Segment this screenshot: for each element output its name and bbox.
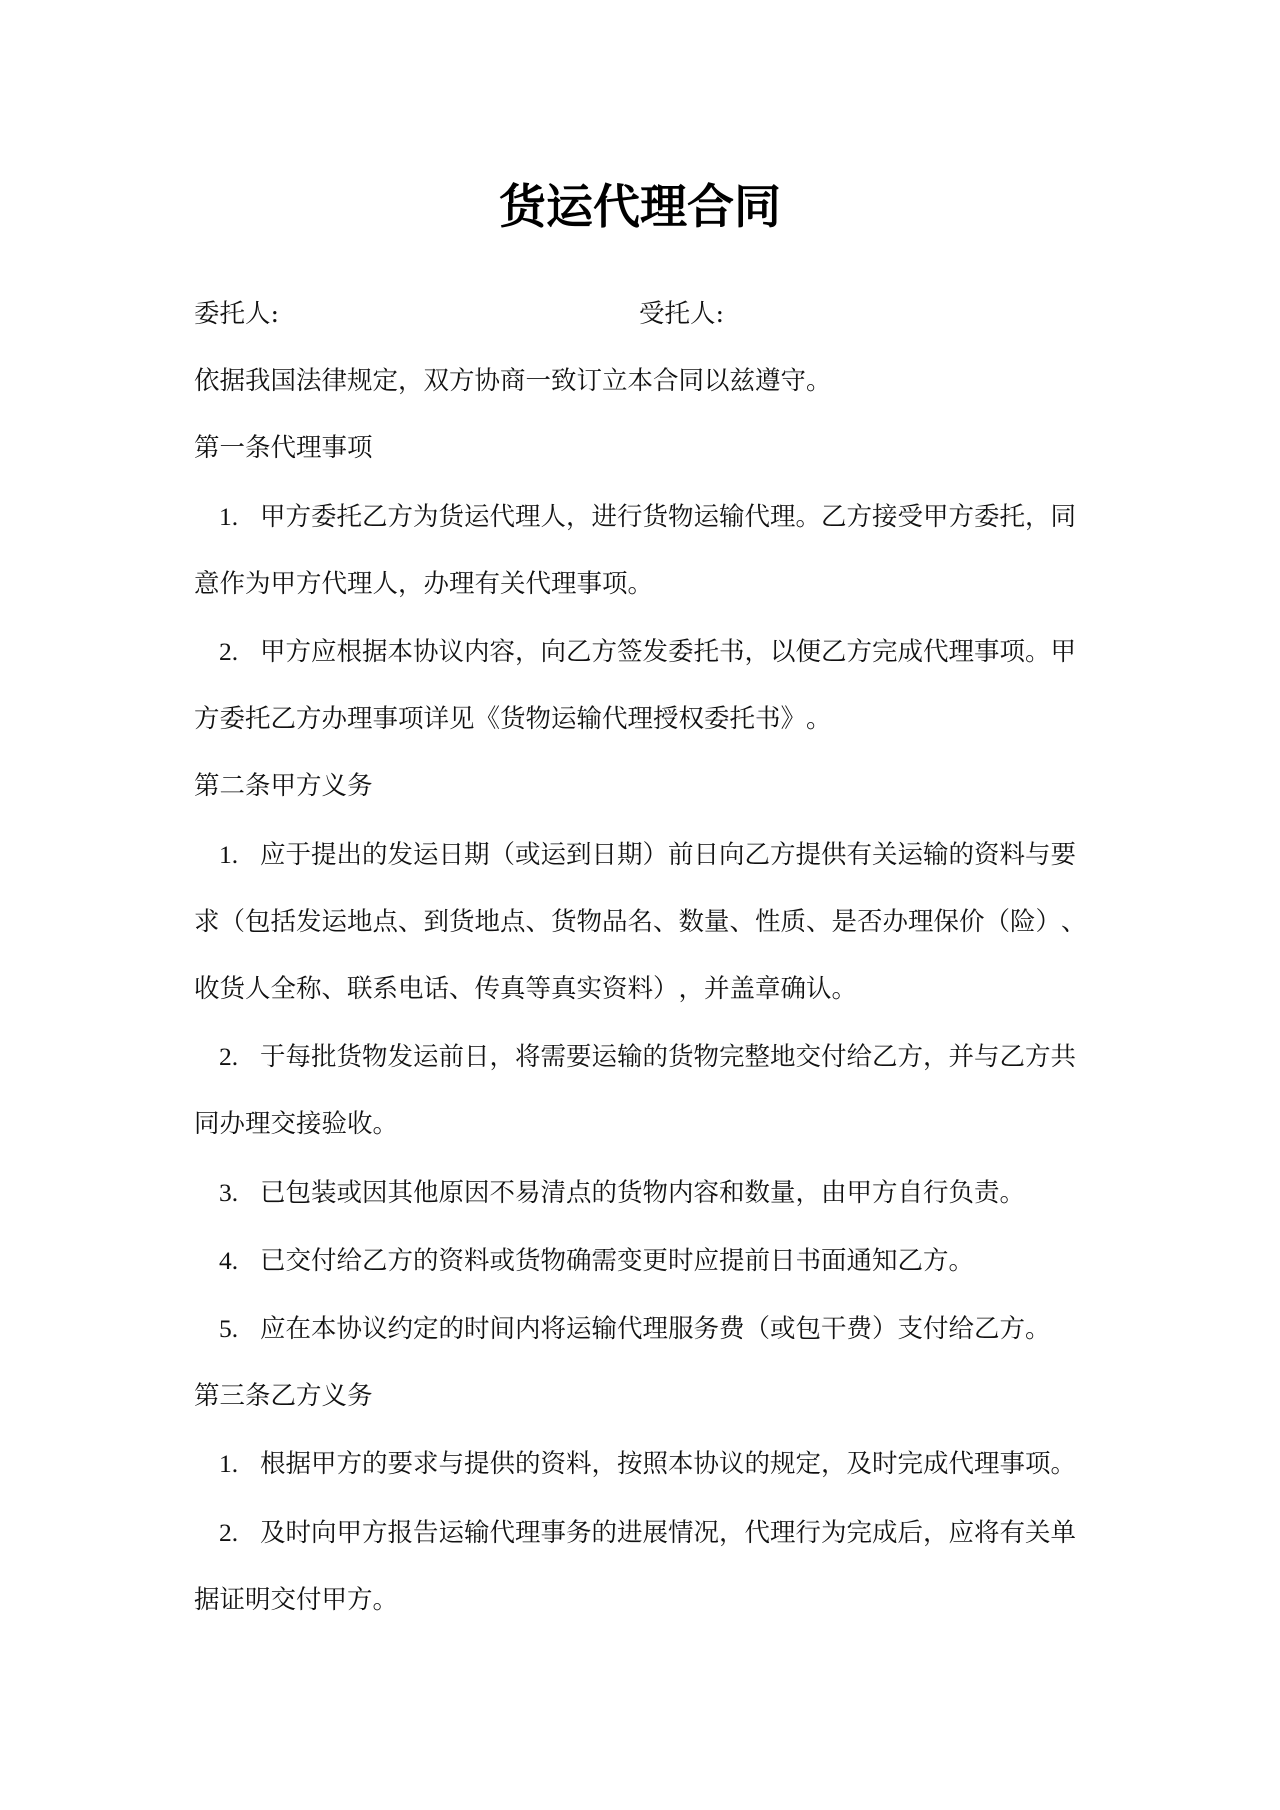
clause-number: 3. xyxy=(219,1177,239,1207)
article-2-clause-2 xyxy=(194,1023,1090,1158)
article-1-clause-2 xyxy=(194,618,1090,753)
clause-number: 2. xyxy=(219,637,239,666)
article-2-clause-5 xyxy=(194,1295,1090,1363)
principal-label: 委托人: xyxy=(194,299,280,329)
clause-text: 根据甲方的要求与提供的资料，按照本协议的规定，及时完成代理事项。 xyxy=(260,1449,1077,1480)
article-3-section xyxy=(194,1363,1090,1634)
article-2-clause-3 xyxy=(194,1159,1090,1227)
article-3-clause-1 xyxy=(194,1430,1090,1498)
parties-row xyxy=(194,281,1090,348)
clause-text: 甲方应根据本协议内容，向乙方签发委托书，以便乙方完成代理事项。甲方委托乙方办理事项详见《货物运输代理授权委托书》。 xyxy=(194,637,1077,735)
article-1-heading: 第一条代理事项 xyxy=(194,433,373,464)
clause-number: 2. xyxy=(219,1042,239,1072)
article-2-section xyxy=(194,753,1090,1363)
article-2-clause-1 xyxy=(194,821,1090,1024)
preamble: 依据我国法律规定，双方协商一致订立本合同以兹遵守。 xyxy=(194,366,832,397)
article-2-heading: 第二条甲方义务 xyxy=(194,771,373,802)
clause-text: 已包装或因其他原因不易清点的货物内容和数量，由甲方自行负责。 xyxy=(260,1177,1026,1208)
agent-label: 受托人: xyxy=(639,299,725,329)
clause-text: 已交付给乙方的资料或货物确需变更时应提前日书面通知乙方。 xyxy=(260,1245,975,1276)
clause-number: 1. xyxy=(219,501,239,531)
clause-number: 4. xyxy=(219,1245,239,1275)
clause-text: 应于提出的发运日期（或运到日期）前日向乙方提供有关运输的资料与要求（包括发运地点、到货地点、货物品名、数量、性质、是否办理保价（险）、收货人全称、联系电话、传真等真实资料），并盖章确认。 xyxy=(194,839,1087,1005)
clause-text: 及时向甲方报告运输代理事务的进展情况，代理行为完成后，应将有关单据证明交付甲方。 xyxy=(194,1517,1077,1615)
article-3-heading: 第三条乙方义务 xyxy=(194,1381,373,1412)
article-3-clause-2 xyxy=(194,1499,1090,1634)
document-title: 货运代理合同 xyxy=(499,180,781,235)
clause-text: 甲方委托乙方为货运代理人，进行货物运输代理。乙方接受甲方委托，同意作为甲方代理人，办理有关代理事项。 xyxy=(194,501,1077,599)
clause-text: 于每批货物发运前日，将需要运输的货物完整地交付给乙方，并与乙方共同办理交接验收。 xyxy=(194,1042,1077,1140)
clause-number: 5. xyxy=(219,1314,239,1344)
article-2-clause-4 xyxy=(194,1227,1090,1295)
clause-number: 1. xyxy=(219,839,239,869)
article-1-section xyxy=(194,415,1090,753)
contract-body xyxy=(194,281,1090,1634)
article-1-clause-1 xyxy=(194,483,1090,618)
clause-number: 2. xyxy=(219,1517,239,1547)
clause-number: 1. xyxy=(219,1449,239,1479)
clause-text: 应在本协议约定的时间内将运输代理服务费（或包干费）支付给乙方。 xyxy=(260,1314,1051,1345)
